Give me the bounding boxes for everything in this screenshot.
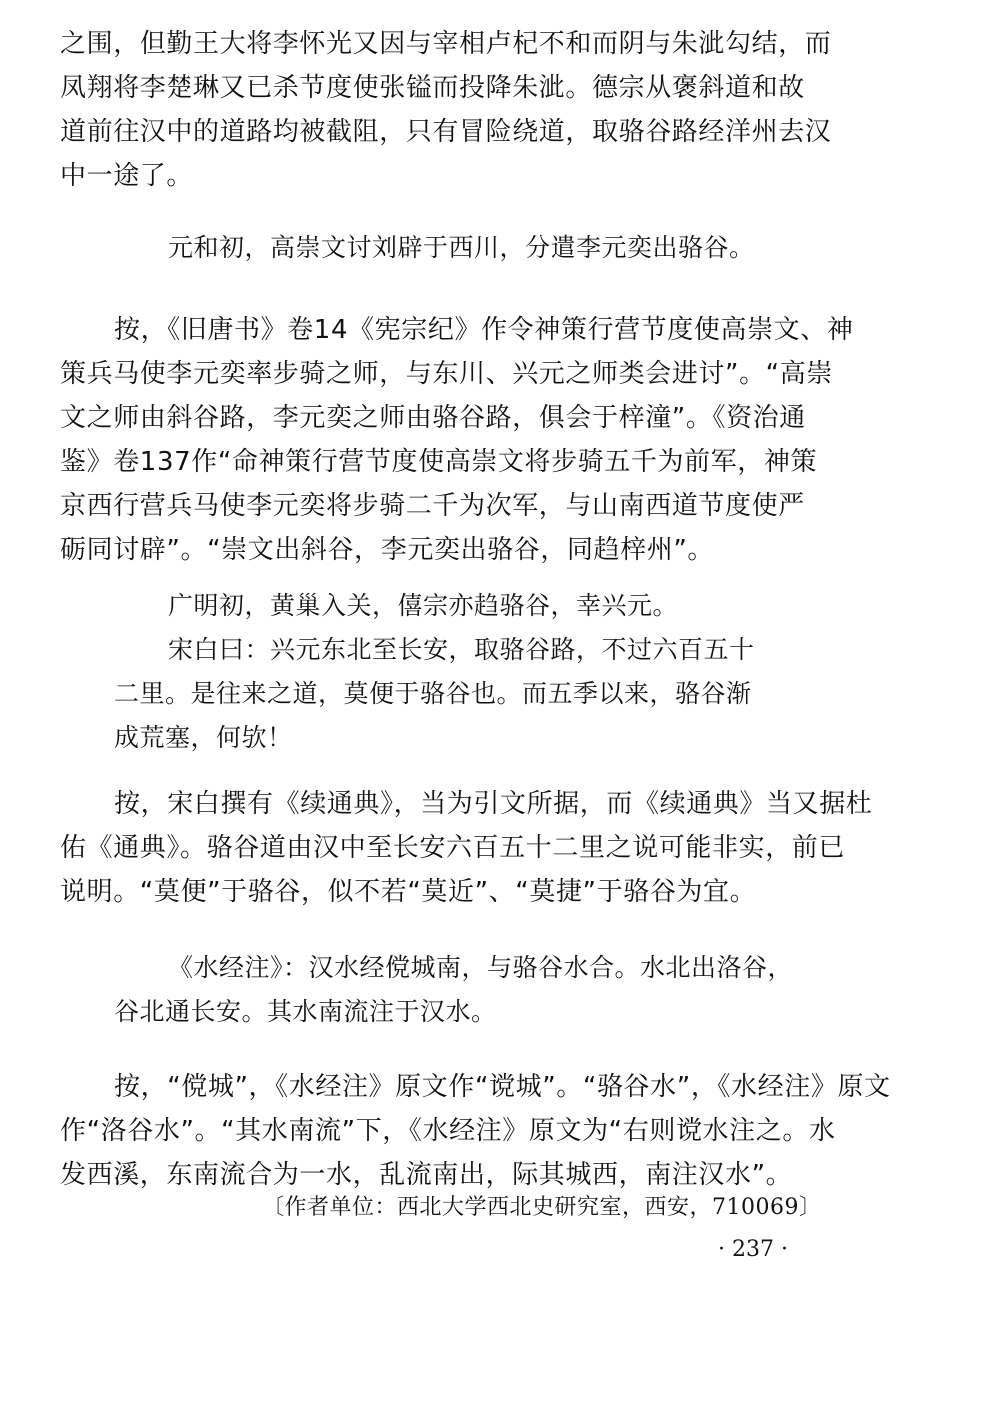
- text-line: 按，《旧唐书》卷14《宪宗纪》作令神策行营节度使高崇文、神: [114, 315, 854, 345]
- text-line: 鉴》卷137作“命神策行营节度使高崇文将步骑五千为前军，神策: [60, 447, 818, 477]
- quotation-3: [60, 946, 840, 1034]
- paragraph-1: [60, 22, 840, 198]
- text-line: 按，宋白撰有《续通典》，当为引文所据，而《续通典》当又据杜: [114, 789, 873, 819]
- text-line: 谷北通长安。其水南流注于汉水。: [114, 997, 497, 1026]
- text-line: 凤翔将李楚琳又已杀节度使张镒而投降朱泚。德宗从褒斜道和故: [60, 73, 805, 103]
- text-line: 京西行营兵马使李元奕将步骑二千为次军，与山南西道节度使严: [60, 491, 805, 521]
- quotation-1: [60, 226, 840, 270]
- paragraph-2: [60, 308, 854, 572]
- text-line: 宋白曰：兴元东北至长安，取骆谷路，不过六百五十: [168, 635, 755, 664]
- text-line: 道前往汉中的道路均被截阻，只有冒险绕道，取骆谷路经洋州去汉: [60, 117, 832, 147]
- paragraph-4: [60, 1065, 891, 1197]
- text-line: 中一途了。: [60, 161, 194, 191]
- text-line: 发西溪，东南流合为一水，乱流南出，际其城西，南注汉水”。: [60, 1160, 793, 1190]
- text-line: 按，“傥城”，《水经注》原文作“谠城”。“骆谷水”，《水经注》原文: [114, 1072, 891, 1102]
- text-line: 之围，但勤王大将李怀光又因与宰相卢杞不和而阴与朱泚勾结，而: [60, 29, 832, 59]
- text-line: 作“洛谷水”。“其水南流”下，《水经注》原文为“右则谠水注之。水: [60, 1116, 836, 1146]
- text-line: 说明。“莫便”于骆谷，似不若“莫近”、“莫捷”于骆谷为宜。: [60, 877, 757, 907]
- text-line: 广明初，黄巢入关，僖宗亦趋骆谷，幸兴元。: [168, 591, 679, 620]
- paragraph-3: [60, 782, 873, 914]
- text-line: 二里。是往来之道，莫便于骆谷也。而五季以来，骆谷渐: [114, 679, 752, 708]
- text-line: 元和初，高崇文讨刘辟于西川，分遣李元奕出骆谷。: [168, 233, 755, 262]
- text-line: 《水经注》：汉水经傥城南，与骆谷水合。水北出洛谷，: [168, 953, 794, 982]
- text-line: 成荒塞，何欤！: [114, 723, 293, 752]
- text-line: 文之师由斜谷路，李元奕之师由骆谷路，俱会于梓潼”。《资治通: [60, 403, 806, 433]
- author-affiliation: 〔作者单位：西北大学西北史研究室，西安，710069〕: [262, 1195, 822, 1220]
- quotation-2: [60, 584, 840, 760]
- text-line: 佑《通典》。骆谷道由汉中至长安六百五十二里之说可能非实，前已: [60, 833, 846, 863]
- text-line: 策兵马使李元奕率步骑之师，与东川、兴元之师类会进讨”。“高崇: [60, 359, 833, 389]
- page-number: · 237 ·: [718, 1237, 788, 1262]
- text-line: 砺同讨辟”。“崇文出斜谷，李元奕出骆谷，同趋梓州”。: [60, 535, 715, 565]
